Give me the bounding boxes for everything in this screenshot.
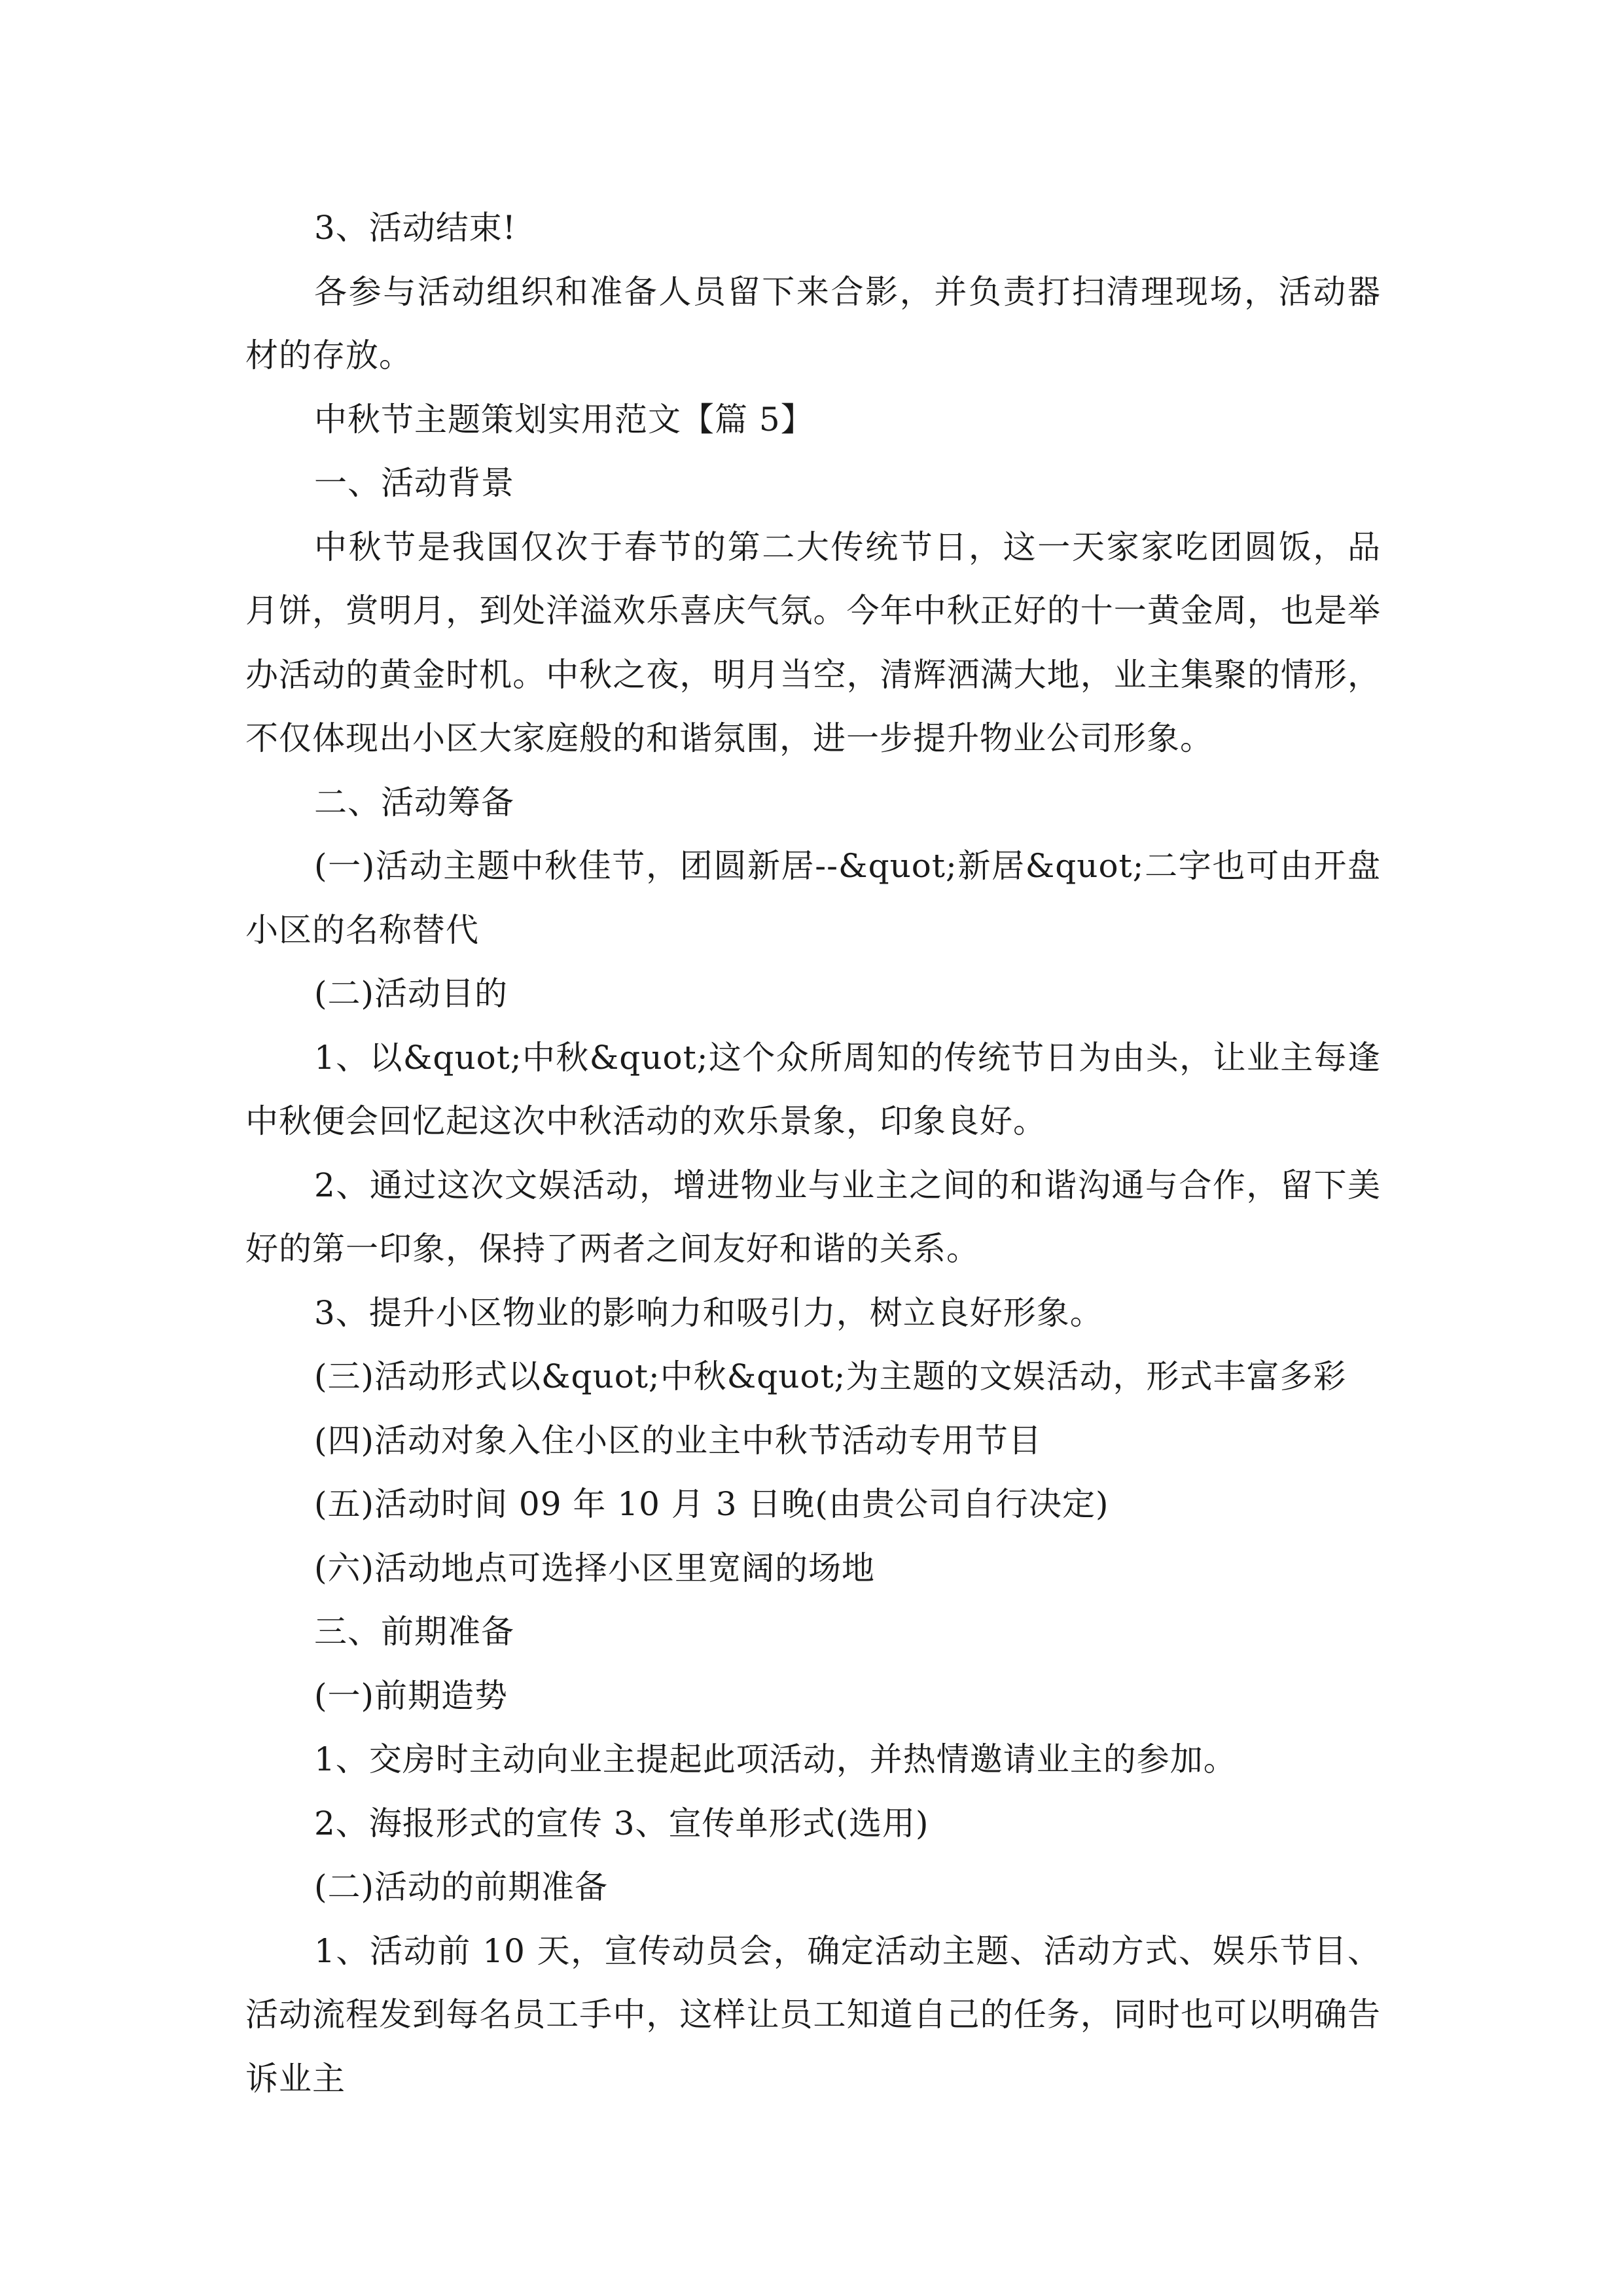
paragraph-momentum-1: 1、交房时主动向业主提起此项活动，并热情邀请业主的参加。 [314,1740,1237,1778]
paragraph-format: (三)活动形式以&quot;中秋&quot;为主题的文娱活动，形式丰富多彩 [314,1357,1347,1395]
paragraph-background-text: 中秋节是我国仅次于春节的第二大传统节日，这一天家家吃团圆饭，品月饼，赏明月，到处洋溢欢乐喜庆气氛。今年中秋正好的十一黄金周，也是举办活动的黄金时机。中秋之夜，明月当空，清辉洒满大地，业主集聚的情形，不仅体现出小区大家庭般的和谐氛围，进一步提升物业公司形象。 [245,528,1381,757]
paragraph-location: (六)活动地点可选择小区里宽阔的场地 [314,1549,876,1587]
paragraph-purpose-2: 2、通过这次文娱活动，增进物业与业主之间的和谐沟通与合作，留下美好的第一印象，保持了两者之间友好和谐的关系。 [245,1166,1381,1268]
heading-preparation: 二、活动筹备 [314,783,514,821]
paragraph-theme: (一)活动主题中秋佳节，团圆新居--&quot;新居&quot;二字也可由开盘小区的名称替代 [245,847,1381,949]
paragraph-activity-end: 3、活动结束! [314,209,516,247]
document-body [245,196,1381,2111]
paragraph-pre-activity-1: 1、活动前 10 天，宣传动员会，确定活动主题、活动方式、娱乐节目、活动流程发到每名员工手中，这样让员工知道自己的任务，同时也可以明确告诉业主 [245,1931,1381,2098]
paragraph-purpose-3: 3、提升小区物业的影响力和吸引力，树立良好形象。 [314,1293,1103,1332]
heading-purpose: (二)活动目的 [314,975,508,1013]
heading-momentum: (一)前期造势 [314,1676,508,1715]
paragraph-audience: (四)活动对象入住小区的业主中秋节活动专用节目 [314,1421,1043,1460]
paragraph-purpose-1: 1、以&quot;中秋&quot;这个众所周知的传统节日为由头，让业主每逢中秋便会回忆起这次中秋活动的欢乐景象，印象良好。 [245,1038,1381,1140]
heading-early-preparation: 三、前期准备 [314,1613,514,1651]
paragraph-time: (五)活动时间 09 年 10 月 3 日晚(由贵公司自行决定) [314,1485,1109,1523]
paragraph-momentum-2: 2、海报形式的宣传 3、宣传单形式(选用) [314,1804,929,1842]
heading-background: 一、活动背景 [314,464,514,502]
section-title-article-5: 中秋节主题策划实用范文【篇 5】 [314,400,814,439]
heading-pre-activity: (二)活动的前期准备 [314,1868,609,1906]
paragraph-group-photo: 各参与活动组织和准备人员留下来合影，并负责打扫清理现场，活动器材的存放。 [245,272,1381,374]
